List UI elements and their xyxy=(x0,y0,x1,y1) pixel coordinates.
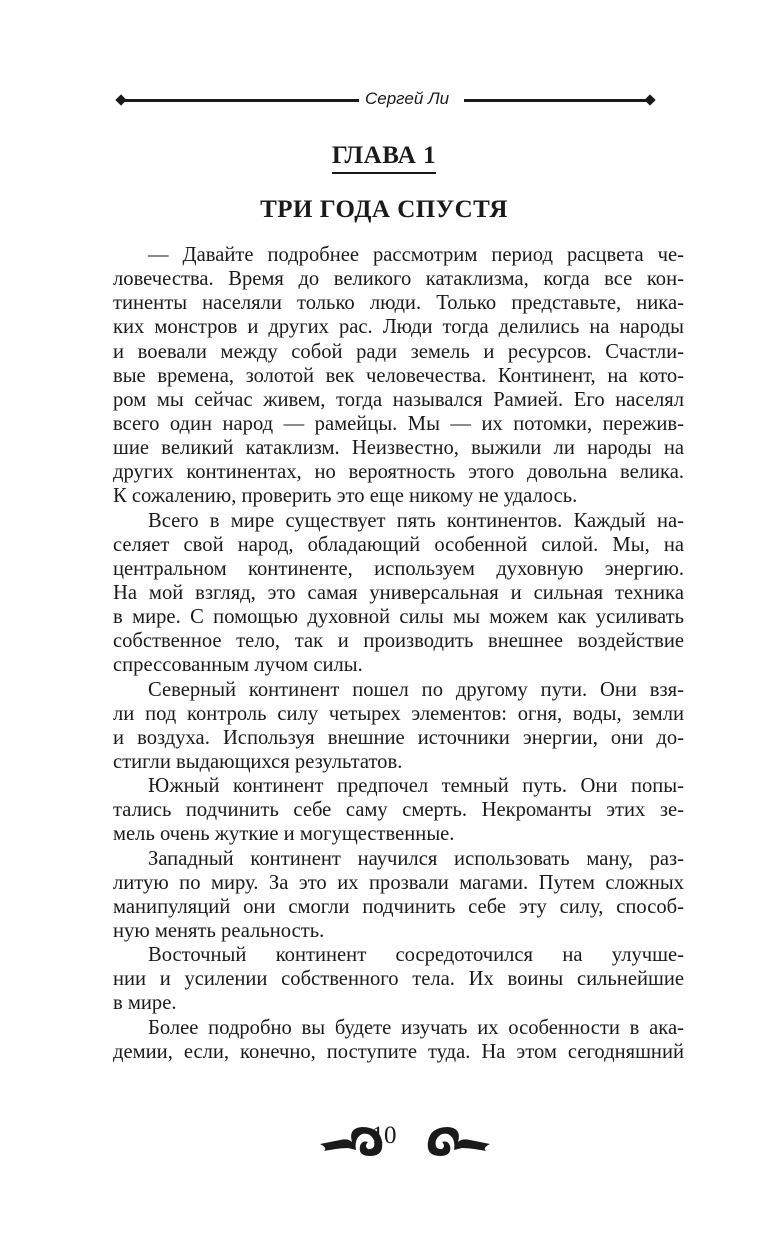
text-line: всего один народ — рамейцы. Мы — их потомки, пережив- xyxy=(113,412,684,435)
text-line: Всего в мире существует пять континентов. Каждый на- xyxy=(148,509,684,532)
text-line: в мире. С помощью духовной силы мы можем как усиливать xyxy=(113,606,684,629)
text-line: На мой взгляд, это самая универсальная и сильная техника xyxy=(113,581,684,604)
text-line: ких монстров и других рас. Люди тогда делились на народы xyxy=(113,316,684,339)
text-line: собственное тело, так и производить внешнее воздействие xyxy=(113,630,684,653)
header-rule-right xyxy=(464,99,650,102)
text-line: других континентах, но вероятность этого довольна велика. xyxy=(113,461,684,484)
text-line: ную менять реальность. xyxy=(113,919,325,942)
text-line: демии, если, конечно, поступите туда. На этом сегодняшний xyxy=(113,1040,684,1063)
text-line: Более подробно вы будете изучать их особенности в ака- xyxy=(148,1016,684,1039)
text-line: ли под контроль силу четырех элементов: огня, воды, земли xyxy=(113,702,684,725)
running-header xyxy=(115,88,655,112)
header-diamond-right xyxy=(644,94,655,105)
text-line: в мире. xyxy=(113,992,177,1015)
text-line: К сожалению, проверить это еще никому не удалось. xyxy=(113,485,578,508)
text-line: и воздуха. Используя внешние источники энергии, они до- xyxy=(113,726,684,749)
chapter-heading xyxy=(0,142,768,170)
author-name: Сергей Ли xyxy=(365,89,450,108)
text-line: центральном континенте, используем духовную энергию. xyxy=(113,557,684,580)
text-line: манипуляций они смогли подчинить себе эту силу, способ- xyxy=(113,895,684,918)
ornament-right-icon xyxy=(424,1124,492,1158)
text-line: нии и усилении собственного тела. Их воины сильнейшие xyxy=(113,968,684,991)
text-line: — Давайте подробнее рассмотрим период расцвета че- xyxy=(148,244,684,266)
text-line: литую по миру. За это их прозвали магами. Путем сложных xyxy=(113,871,684,894)
text-line: вые времена, золотой век человечества. Континент, на кото- xyxy=(113,364,684,387)
text-line: Восточный континент сосредоточился на улучше- xyxy=(148,944,684,967)
header-diamond-left xyxy=(115,94,126,105)
text-line: и воевали между собой ради земель и ресурсов. Счастли- xyxy=(113,340,684,363)
text-line: Северный континент пошел по другому пути. Они взя- xyxy=(148,678,684,701)
text-line: Южный континент предпочел темный путь. Они попы- xyxy=(148,775,684,798)
page-number: 10 xyxy=(371,1122,397,1149)
chapter-label: ГЛАВА 1 xyxy=(332,142,436,174)
text-line: спрессованным лучом силы. xyxy=(113,654,363,677)
text-line: тиненты населяли только люди. Только представьте, ника- xyxy=(113,292,684,315)
chapter-title: ТРИ ГОДА СПУСТЯ xyxy=(260,196,508,223)
text-line: ловечества. Время до великого катаклизма, когда все кон- xyxy=(113,268,684,291)
text-line: селяет свой народ, обладающий особенной силой. Мы, на xyxy=(113,533,684,556)
header-rule-left xyxy=(121,99,359,102)
text-line: стигли выдающихся результатов. xyxy=(113,750,403,773)
text-line: ром мы сейчас живем, тогда назывался Рамией. Его населял xyxy=(113,388,684,411)
text-line: Западный континент научился использовать ману, раз- xyxy=(148,847,684,870)
page-footer xyxy=(0,1120,768,1160)
text-line: мель очень жуткие и могущественные. xyxy=(113,823,455,846)
text-line: тались подчинить себе саму смерть. Некроманты этих зе- xyxy=(113,799,684,822)
body-text xyxy=(113,243,684,1064)
text-line: шие великий катаклизм. Неизвестно, выжили ли народы на xyxy=(113,437,684,460)
